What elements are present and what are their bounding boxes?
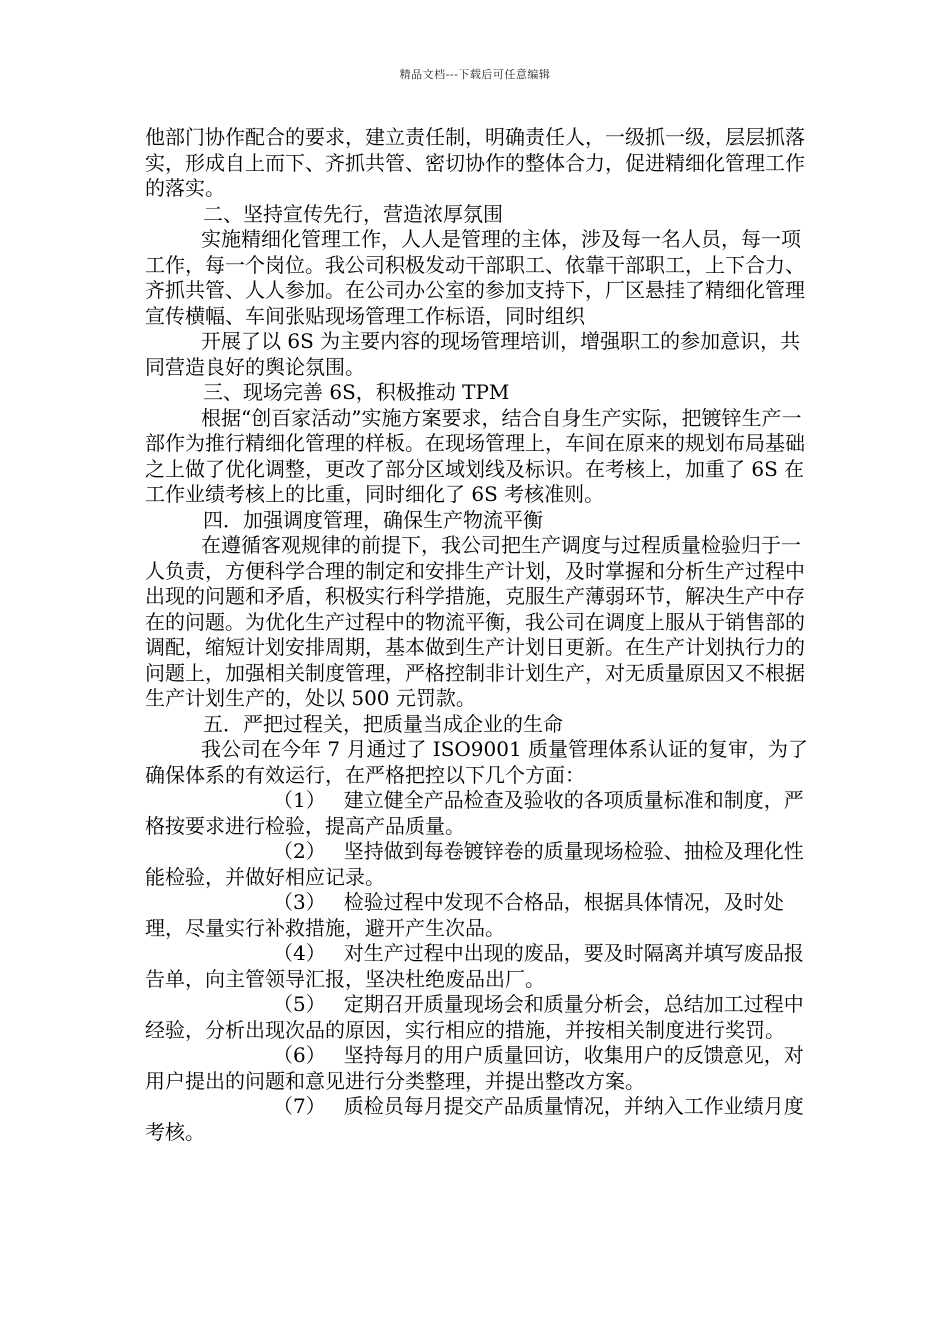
section-2-paragraph-1: 实施精细化管理工作，人人是管理的主体，涉及每一名人员，每一项工作，每一个岗位。我公司积极发动干部职工、依靠干部职工，上下合力、齐抓共管、人人参加。在公司办公室的参加支持下，厂区悬挂了精细化管理宣传横幅、车间张贴现场管理工作标语，同时组织 [145,227,805,328]
page-header: 精品文档---下载后可任意编辑 [399,68,551,81]
quality-list-item-4 [145,941,815,992]
list-item-text: 对生产过程中出现的废品，要及时隔离并填写废品报告单，向主管领导汇报，坚决杜绝废品出厂。 [145,941,804,991]
list-item-text: 坚持做到每卷镀锌卷的质量现场检验、抽检及理化性能检验，并做好相应记录。 [145,839,804,889]
list-item-text: 定期召开质量现场会和质量分析会，总结加工过程中经验，分析出现次品的原因，实行相应的措施，并按相关制度进行奖罚。 [145,992,804,1042]
list-item-text: 检验过程中发现不合格品，根据具体情况，及时处理，尽量实行补救措施，避开产生次品。 [145,890,784,940]
section-4-paragraph-1: 在遵循客观规律的前提下，我公司把生产调度与过程质量检验归于一人负责，方便科学合理的制定和安排生产计划，及时掌握和分析生产过程中出现的问题和矛盾，积极实行科学措施，克服生产薄弱环节，解决生产中存在的问题。为优化生产过程中的物流平衡，我公司在调度上服从于销售部的调配，缩短计划安排周期，基本做到生产计划日更新。在生产计划执行力的问题上，加强相关制度管理，严格控制非计划生产，对无质量原因又不根据生产计划生产的，处以 500 元罚款。 [145,533,805,710]
quality-list-item-3 [145,890,815,941]
section-4-heading: 四．加强调度管理，确保生产物流平衡 [203,507,543,532]
list-item-text: 质检员每月提交产品质量情况，并纳入工作业绩月度考核。 [145,1094,804,1144]
section-2-paragraph-2: 开展了以 6S 为主要内容的现场管理培训，增强职工的参加意识，共同营造良好的舆论氛围。 [145,329,801,379]
list-marker: （4） [273,941,326,965]
list-marker: （5） [273,992,326,1016]
list-marker: （7） [273,1094,326,1118]
section-3-paragraph-1: 根据“创百家活动”实施方案要求，结合自身生产实际，把镀锌生产一部作为推行精细化管理的样板。在现场管理上，车间在原来的规划布局基础之上做了优化调整，更改了部分区域划线及标识。在考核上，加重了 6S 在工作业绩考核上的比重，同时细化了 6S 考核准则。 [145,405,805,506]
section-2-heading: 二、坚持宣传先行，营造浓厚氛围 [203,201,503,226]
intro-continuation-paragraph: 他部门协作配合的要求，建立责任制，明确责任人，一级抓一级，层层抓落实，形成自上而下、齐抓共管、密切协作的整体合力，促进精细化管理工作的落实。 [145,125,805,200]
quality-list-item-5 [145,992,815,1043]
quality-list-item-2 [145,839,815,890]
quality-list-item-1 [145,788,815,839]
quality-list-item-6 [145,1043,815,1094]
document-body [145,125,815,1145]
section-5-heading: 五．严把过程关，把质量当成企业的生命 [203,711,563,736]
list-item-text: 建立健全产品检查及验收的各项质量标准和制度，严格按要求进行检验，提高产品质量。 [145,788,804,838]
quality-list-item-7 [145,1094,815,1145]
section-5-paragraph-1: 我公司在今年 7 月通过了 ISO9001 质量管理体系认证的复审，为了确保体系的有效运行，在严格把控以下几个方面： [145,737,809,787]
list-item-text: 坚持每月的用户质量回访，收集用户的反馈意见，对用户提出的问题和意见进行分类整理，并提出整改方案。 [145,1043,804,1093]
section-3-heading: 三、现场完善 6S，积极推动 TPM [203,380,510,404]
list-marker: （6） [273,1043,326,1067]
list-marker: （3） [273,890,326,914]
list-marker: （2） [273,839,326,863]
list-marker: （1） [273,788,326,812]
